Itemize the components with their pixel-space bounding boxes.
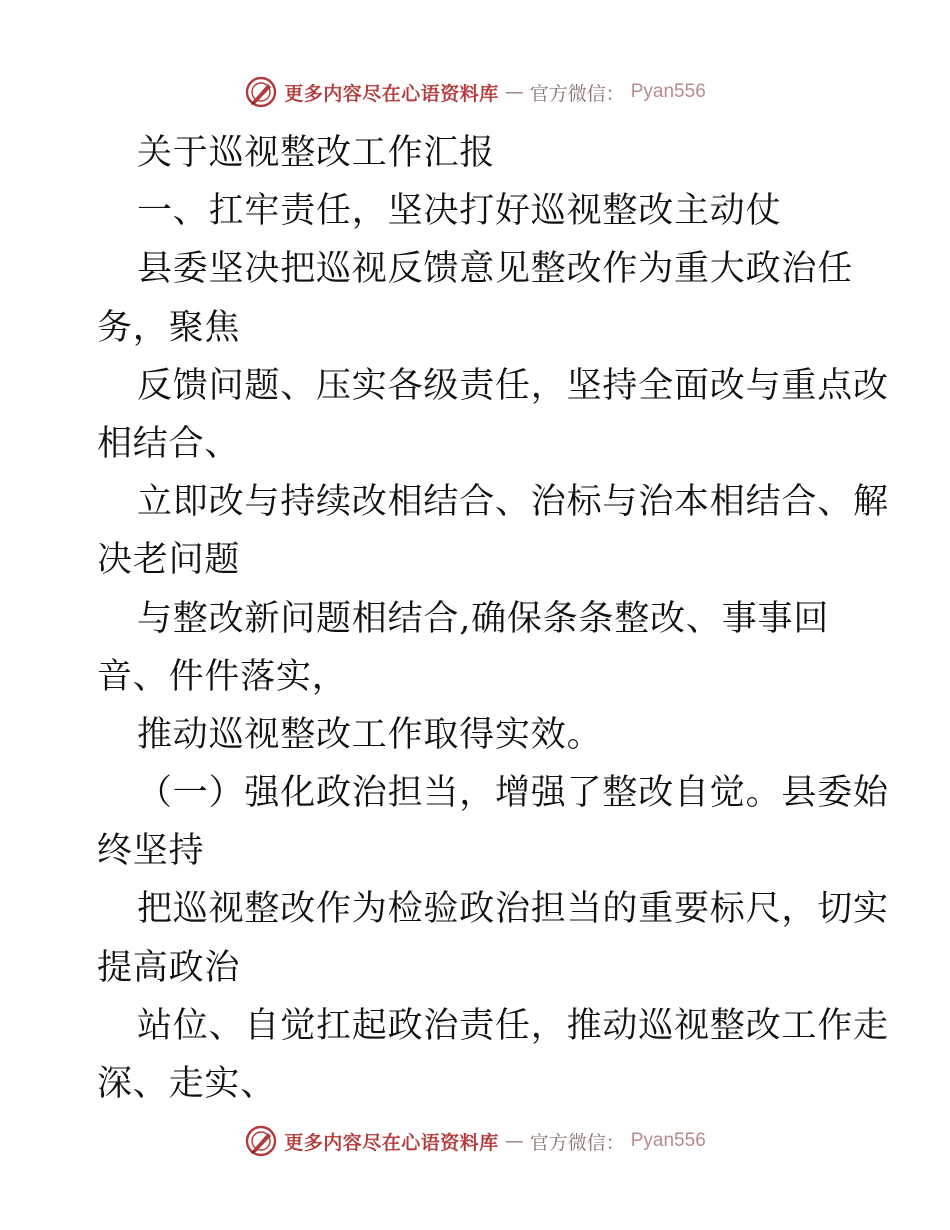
document-title: 关于巡视整改工作汇报 (137, 133, 496, 173)
footer-watermark-banner (0, 1121, 950, 1161)
banner-separator: — (504, 1130, 524, 1152)
banner-separator: — (504, 81, 524, 103)
paragraph-line: 与整改新问题相结合,确保条条整改、事事回 (137, 598, 830, 639)
paragraph-line: 相结合、 (97, 423, 241, 464)
paragraph-line: 推动巡视整改工作取得实效。 (137, 714, 603, 755)
paragraph-line: 把巡视整改作为检验政治担当的重要标尺，切实 (137, 889, 889, 930)
banner-text: 更多内容尽在心语资料库 (284, 82, 499, 105)
paragraph-line: 立即改与持续改相结合、治标与治本相结合、解 (137, 482, 889, 523)
banner-wechat-label: 官方微信： (529, 1131, 625, 1154)
paragraph-line: 县委坚决把巡视反馈意见整改作为重大政治任 (137, 249, 854, 290)
paragraph-line: 决老问题 (97, 540, 241, 581)
paragraph-line: 音、件件落实， (97, 656, 348, 697)
banner-wechat-id: Pyan556 (630, 1130, 706, 1151)
paragraph-line: 务，聚焦 (97, 307, 241, 348)
banner-wechat-id: Pyan556 (630, 81, 706, 102)
pen-logo-icon (244, 75, 278, 109)
subsection-heading: （一）强化政治担当，增强了整改自觉。县委始 (137, 773, 889, 814)
banner-wechat-label: 官方微信： (529, 82, 625, 105)
paragraph-line: 提高政治 (97, 947, 241, 988)
header-watermark-banner (0, 72, 950, 112)
pen-logo-icon (244, 1124, 278, 1158)
banner-text: 更多内容尽在心语资料库 (284, 1131, 499, 1154)
paragraph-line: 深、走实、 (97, 1064, 277, 1104)
paragraph-line: 终坚持 (97, 831, 205, 872)
document-body (97, 124, 889, 1113)
section-heading: 一、扛牢责任，坚决打好巡视整改主动仗 (137, 191, 782, 232)
paragraph-line: 反馈问题、压实各级责任，坚持全面改与重点改 (137, 365, 889, 406)
paragraph-line: 站位、自觉扛起政治责任，推动巡视整改工作走 (137, 1005, 889, 1046)
